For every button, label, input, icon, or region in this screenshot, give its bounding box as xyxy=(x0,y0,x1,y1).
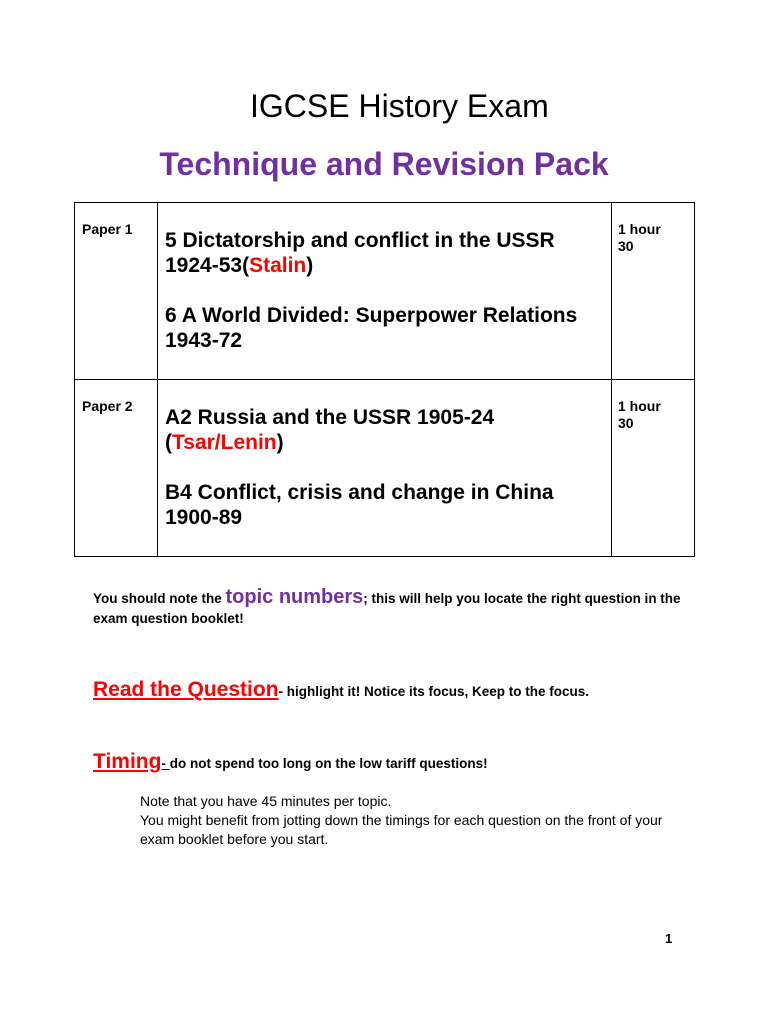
topic-item: 6 A World Divided: Superpower Relations 1943-72 xyxy=(165,304,578,352)
table-row xyxy=(75,203,695,380)
paper-label: Paper 2 xyxy=(82,398,133,414)
timing-heading: Timing xyxy=(93,750,162,773)
paper-duration: 1 hour 30 xyxy=(618,398,661,431)
timing-text: do not spend too long on the low tariff questions! xyxy=(169,756,488,771)
table-row xyxy=(75,380,695,557)
paper-label: Paper 1 xyxy=(82,221,133,237)
paper-duration-cell xyxy=(612,203,695,380)
topic-highlight: Tsar/Lenin xyxy=(172,431,277,454)
topic-numbers-note: You should note the topic numbers; this will help you locate the right question in the exam question booklet! xyxy=(93,586,681,626)
paper-topics-cell xyxy=(158,203,612,380)
paper-label-cell xyxy=(75,203,158,380)
timing-advice xyxy=(140,792,680,849)
timing-section: Timing- do not spend too long on the low tariff questions! xyxy=(93,750,488,773)
read-question-heading: Read the Question xyxy=(93,678,279,701)
read-question-section xyxy=(93,678,589,702)
paper-duration-cell xyxy=(612,380,695,557)
document-title: IGCSE History Exam xyxy=(250,88,549,124)
advice-line: You might benefit from jotting down the timings for each question on the front of your exam booklet before you start. xyxy=(140,812,663,847)
advice-line: Note that you have 45 minutes per topic. xyxy=(140,793,392,809)
topic-numbers-emphasis: topic numbers xyxy=(225,586,364,608)
topic-item: B4 Conflict, crisis and change in China 1900-89 xyxy=(165,481,554,529)
read-question-text: - highlight it! Notice its focus, Keep to the focus. xyxy=(278,684,590,699)
page-number: 1 xyxy=(665,931,673,946)
papers-table xyxy=(74,202,695,557)
document-subtitle: Technique and Revision Pack xyxy=(159,146,609,182)
topic-highlight: Stalin xyxy=(249,254,307,277)
topic-item: A2 Russia and the USSR 1905-24 (Tsar/Lenin) xyxy=(165,406,495,454)
paper-duration: 1 hour 30 xyxy=(618,221,661,254)
paper-topics-cell xyxy=(158,380,612,557)
paper-label-cell xyxy=(75,380,158,557)
topic-item: 5 Dictatorship and conflict in the USSR 1924-53(Stalin) xyxy=(165,229,555,277)
